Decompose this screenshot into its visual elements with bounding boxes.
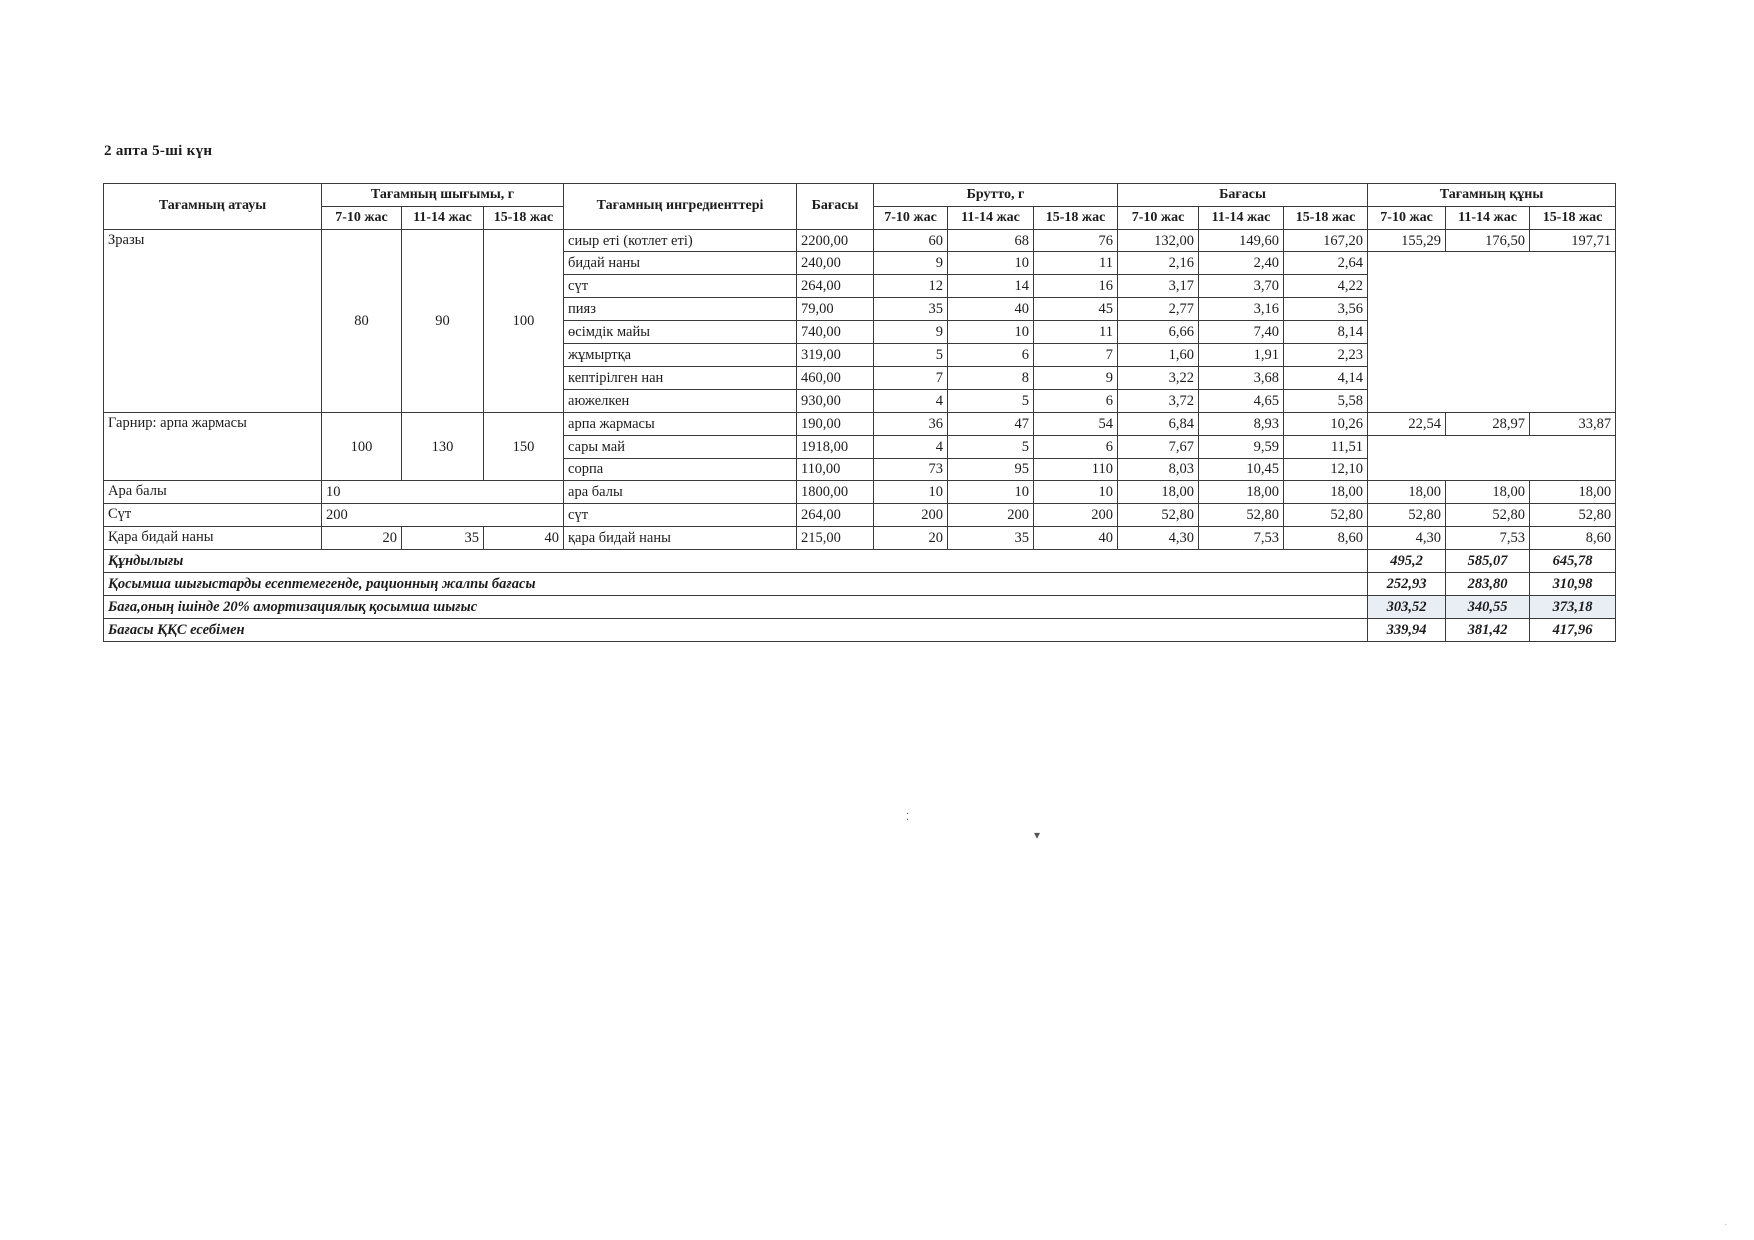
cost-cell: 12,10 (1284, 458, 1368, 481)
summary-value: 373,18 (1530, 595, 1616, 618)
cost-cell: 8,93 (1199, 412, 1284, 435)
brutto-cell: 110 (1034, 458, 1118, 481)
header-age: 11-14 жас (1199, 206, 1284, 229)
cost-cell: 4,22 (1284, 275, 1368, 298)
brutto-cell: 14 (948, 275, 1034, 298)
cost-cell: 3,16 (1199, 298, 1284, 321)
cost-cell: 10,45 (1199, 458, 1284, 481)
cost-cell: 2,64 (1284, 252, 1368, 275)
price-cell: 215,00 (797, 527, 874, 550)
brutto-cell: 16 (1034, 275, 1118, 298)
output-cell: 200 (322, 504, 564, 527)
header-age: 7-10 жас (1118, 206, 1199, 229)
brutto-cell: 6 (948, 344, 1034, 367)
output-cell: 150 (484, 412, 564, 481)
brutto-cell: 54 (1034, 412, 1118, 435)
dish-cost-cell: 4,30 (1368, 527, 1446, 550)
dish-cost-cell: 52,80 (1368, 504, 1446, 527)
price-cell: 110,00 (797, 458, 874, 481)
dish-cost-cell: 18,00 (1530, 481, 1616, 504)
cost-cell: 8,03 (1118, 458, 1199, 481)
cost-cell: 3,22 (1118, 366, 1199, 389)
brutto-cell: 5 (874, 344, 948, 367)
header-age: 11-14 жас (1446, 206, 1530, 229)
brutto-cell: 6 (1034, 389, 1118, 412)
brutto-cell: 40 (1034, 527, 1118, 550)
cost-cell: 7,40 (1199, 321, 1284, 344)
ingredient-cell: сүт (564, 504, 797, 527)
output-cell: 35 (402, 527, 484, 550)
header-age: 11-14 жас (948, 206, 1034, 229)
header-age: 15-18 жас (1284, 206, 1368, 229)
brutto-cell: 9 (874, 252, 948, 275)
brutto-cell: 11 (1034, 252, 1118, 275)
table-header (104, 184, 1616, 230)
ingredient-cell: арпа жармасы (564, 412, 797, 435)
brutto-cell: 9 (874, 321, 948, 344)
brutto-cell: 10 (948, 252, 1034, 275)
summary-value: 252,93 (1368, 572, 1446, 595)
brutto-cell: 9 (1034, 366, 1118, 389)
cost-cell: 1,60 (1118, 344, 1199, 367)
brutto-cell: 68 (948, 229, 1034, 252)
cost-cell: 2,77 (1118, 298, 1199, 321)
ingredient-cell: жұмыртқа (564, 344, 797, 367)
empty-cell (1368, 252, 1616, 412)
summary-label: Баға,оның ішінде 20% амортизациялық қосымша шығыс (104, 595, 1368, 618)
ingredient-cell: өсімдік майы (564, 321, 797, 344)
header-age: 15-18 жас (484, 206, 564, 229)
cost-cell: 132,00 (1118, 229, 1199, 252)
price-cell: 2200,00 (797, 229, 874, 252)
cost-cell: 52,80 (1118, 504, 1199, 527)
price-cell: 79,00 (797, 298, 874, 321)
header-age: 7-10 жас (1368, 206, 1446, 229)
summary-row (104, 550, 1616, 573)
price-cell: 930,00 (797, 389, 874, 412)
output-cell: 100 (322, 412, 402, 481)
price-cell: 190,00 (797, 412, 874, 435)
brutto-cell: 200 (1034, 504, 1118, 527)
ingredient-cell: бидай наны (564, 252, 797, 275)
table-body (104, 229, 1616, 641)
cost-cell: 6,66 (1118, 321, 1199, 344)
brutto-cell: 10 (948, 321, 1034, 344)
summary-value: 340,55 (1446, 595, 1530, 618)
cost-cell: 3,72 (1118, 389, 1199, 412)
cost-cell: 4,65 (1199, 389, 1284, 412)
summary-row (104, 618, 1616, 641)
ingredient-cell: пияз (564, 298, 797, 321)
dish-name-cell: Зразы (104, 229, 322, 412)
brutto-cell: 36 (874, 412, 948, 435)
brutto-cell: 8 (948, 366, 1034, 389)
cost-cell: 11,51 (1284, 435, 1368, 458)
brutto-cell: 60 (874, 229, 948, 252)
dish-cost-cell: 18,00 (1446, 481, 1530, 504)
dish-name-cell: Қара бидай наны (104, 527, 322, 550)
cost-cell: 4,30 (1118, 527, 1199, 550)
cost-cell: 18,00 (1199, 481, 1284, 504)
summary-label: Бағасы ҚҚС есебімен (104, 618, 1368, 641)
brutto-cell: 200 (948, 504, 1034, 527)
cost-cell: 167,20 (1284, 229, 1368, 252)
brutto-cell: 35 (948, 527, 1034, 550)
header-output: Тағамның шығымы, г (322, 184, 564, 207)
ingredient-cell: аюжелкен (564, 389, 797, 412)
empty-cell (1368, 435, 1616, 481)
ingredient-cell: сүт (564, 275, 797, 298)
header-age: 7-10 жас (874, 206, 948, 229)
brutto-cell: 11 (1034, 321, 1118, 344)
price-cell: 319,00 (797, 344, 874, 367)
price-cell: 264,00 (797, 275, 874, 298)
header-brutto: Брутто, г (874, 184, 1118, 207)
dish-cost-cell: 22,54 (1368, 412, 1446, 435)
brutto-cell: 6 (1034, 435, 1118, 458)
brutto-cell: 10 (948, 481, 1034, 504)
scan-mark: · (1724, 1220, 1728, 1231)
summary-value: 417,96 (1530, 618, 1616, 641)
scan-mark: ⁚ (906, 812, 910, 823)
price-cell: 1800,00 (797, 481, 874, 504)
menu-table (103, 183, 1616, 642)
dish-cost-cell: 176,50 (1446, 229, 1530, 252)
header-age: 15-18 жас (1034, 206, 1118, 229)
summary-row (104, 595, 1616, 618)
header-dish-name: Тағамның атауы (104, 184, 322, 230)
cost-cell: 2,16 (1118, 252, 1199, 275)
dish-cost-cell: 7,53 (1446, 527, 1530, 550)
brutto-cell: 7 (874, 366, 948, 389)
output-cell: 90 (402, 229, 484, 412)
brutto-cell: 40 (948, 298, 1034, 321)
cost-cell: 7,53 (1199, 527, 1284, 550)
dish-name-cell: Ара балы (104, 481, 322, 504)
brutto-cell: 5 (948, 389, 1034, 412)
output-cell: 130 (402, 412, 484, 481)
ingredient-cell: сиыр еті (котлет еті) (564, 229, 797, 252)
dish-cost-cell: 155,29 (1368, 229, 1446, 252)
header-price: Бағасы (797, 184, 874, 230)
brutto-cell: 35 (874, 298, 948, 321)
page-title: 2 апта 5-ші күн (104, 143, 213, 159)
summary-value: 283,80 (1446, 572, 1530, 595)
price-cell: 240,00 (797, 252, 874, 275)
cost-cell: 8,60 (1284, 527, 1368, 550)
ingredient-cell: сорпа (564, 458, 797, 481)
cost-cell: 52,80 (1284, 504, 1368, 527)
header-ingredients: Тағамның ингредиенттері (564, 184, 797, 230)
summary-value: 495,2 (1368, 550, 1446, 573)
summary-value: 585,07 (1446, 550, 1530, 573)
price-cell: 1918,00 (797, 435, 874, 458)
cost-cell: 8,14 (1284, 321, 1368, 344)
table-row (104, 229, 1616, 252)
price-cell: 460,00 (797, 366, 874, 389)
dish-cost-cell: 28,97 (1446, 412, 1530, 435)
output-cell: 20 (322, 527, 402, 550)
summary-value: 381,42 (1446, 618, 1530, 641)
brutto-cell: 4 (874, 389, 948, 412)
summary-label: Құндылығы (104, 550, 1368, 573)
output-cell: 100 (484, 229, 564, 412)
cost-cell: 1,91 (1199, 344, 1284, 367)
cost-cell: 4,14 (1284, 366, 1368, 389)
brutto-cell: 47 (948, 412, 1034, 435)
brutto-cell: 4 (874, 435, 948, 458)
cost-cell: 3,56 (1284, 298, 1368, 321)
cost-cell: 6,84 (1118, 412, 1199, 435)
output-cell: 80 (322, 229, 402, 412)
ingredient-cell: ара балы (564, 481, 797, 504)
dish-name-cell: Гарнир: арпа жармасы (104, 412, 322, 481)
output-cell: 10 (322, 481, 564, 504)
price-cell: 264,00 (797, 504, 874, 527)
brutto-cell: 7 (1034, 344, 1118, 367)
cost-cell: 10,26 (1284, 412, 1368, 435)
cost-cell: 2,23 (1284, 344, 1368, 367)
dish-cost-cell: 52,80 (1530, 504, 1616, 527)
scan-mark: ▾ (1034, 828, 1041, 842)
header-age: 11-14 жас (402, 206, 484, 229)
cost-cell: 9,59 (1199, 435, 1284, 458)
output-cell: 40 (484, 527, 564, 550)
brutto-cell: 5 (948, 435, 1034, 458)
header-age: 7-10 жас (322, 206, 402, 229)
table-row (104, 481, 1616, 504)
header-cost: Бағасы (1118, 184, 1368, 207)
brutto-cell: 12 (874, 275, 948, 298)
dish-cost-cell: 52,80 (1446, 504, 1530, 527)
summary-row (104, 572, 1616, 595)
summary-value: 310,98 (1530, 572, 1616, 595)
dish-cost-cell: 18,00 (1368, 481, 1446, 504)
dish-cost-cell: 33,87 (1530, 412, 1616, 435)
price-cell: 740,00 (797, 321, 874, 344)
cost-cell: 3,17 (1118, 275, 1199, 298)
brutto-cell: 10 (874, 481, 948, 504)
cost-cell: 3,68 (1199, 366, 1284, 389)
cost-cell: 5,58 (1284, 389, 1368, 412)
ingredient-cell: қара бидай наны (564, 527, 797, 550)
summary-value: 303,52 (1368, 595, 1446, 618)
table-row (104, 504, 1616, 527)
cost-cell: 18,00 (1284, 481, 1368, 504)
dish-cost-cell: 8,60 (1530, 527, 1616, 550)
dish-cost-cell: 197,71 (1530, 229, 1616, 252)
dish-name-cell: Сүт (104, 504, 322, 527)
table-row (104, 412, 1616, 435)
ingredient-cell: сары май (564, 435, 797, 458)
cost-cell: 3,70 (1199, 275, 1284, 298)
summary-label: Қосымша шығыстарды есептемегенде, рационның жалпы бағасы (104, 572, 1368, 595)
cost-cell: 2,40 (1199, 252, 1284, 275)
brutto-cell: 76 (1034, 229, 1118, 252)
header-dish-cost: Тағамның құны (1368, 184, 1616, 207)
summary-value: 339,94 (1368, 618, 1446, 641)
brutto-cell: 73 (874, 458, 948, 481)
brutto-cell: 10 (1034, 481, 1118, 504)
cost-cell: 7,67 (1118, 435, 1199, 458)
summary-value: 645,78 (1530, 550, 1616, 573)
table-row (104, 527, 1616, 550)
cost-cell: 18,00 (1118, 481, 1199, 504)
brutto-cell: 45 (1034, 298, 1118, 321)
cost-cell: 149,60 (1199, 229, 1284, 252)
cost-cell: 52,80 (1199, 504, 1284, 527)
brutto-cell: 20 (874, 527, 948, 550)
ingredient-cell: кептірілген нан (564, 366, 797, 389)
brutto-cell: 95 (948, 458, 1034, 481)
header-age: 15-18 жас (1530, 206, 1616, 229)
brutto-cell: 200 (874, 504, 948, 527)
